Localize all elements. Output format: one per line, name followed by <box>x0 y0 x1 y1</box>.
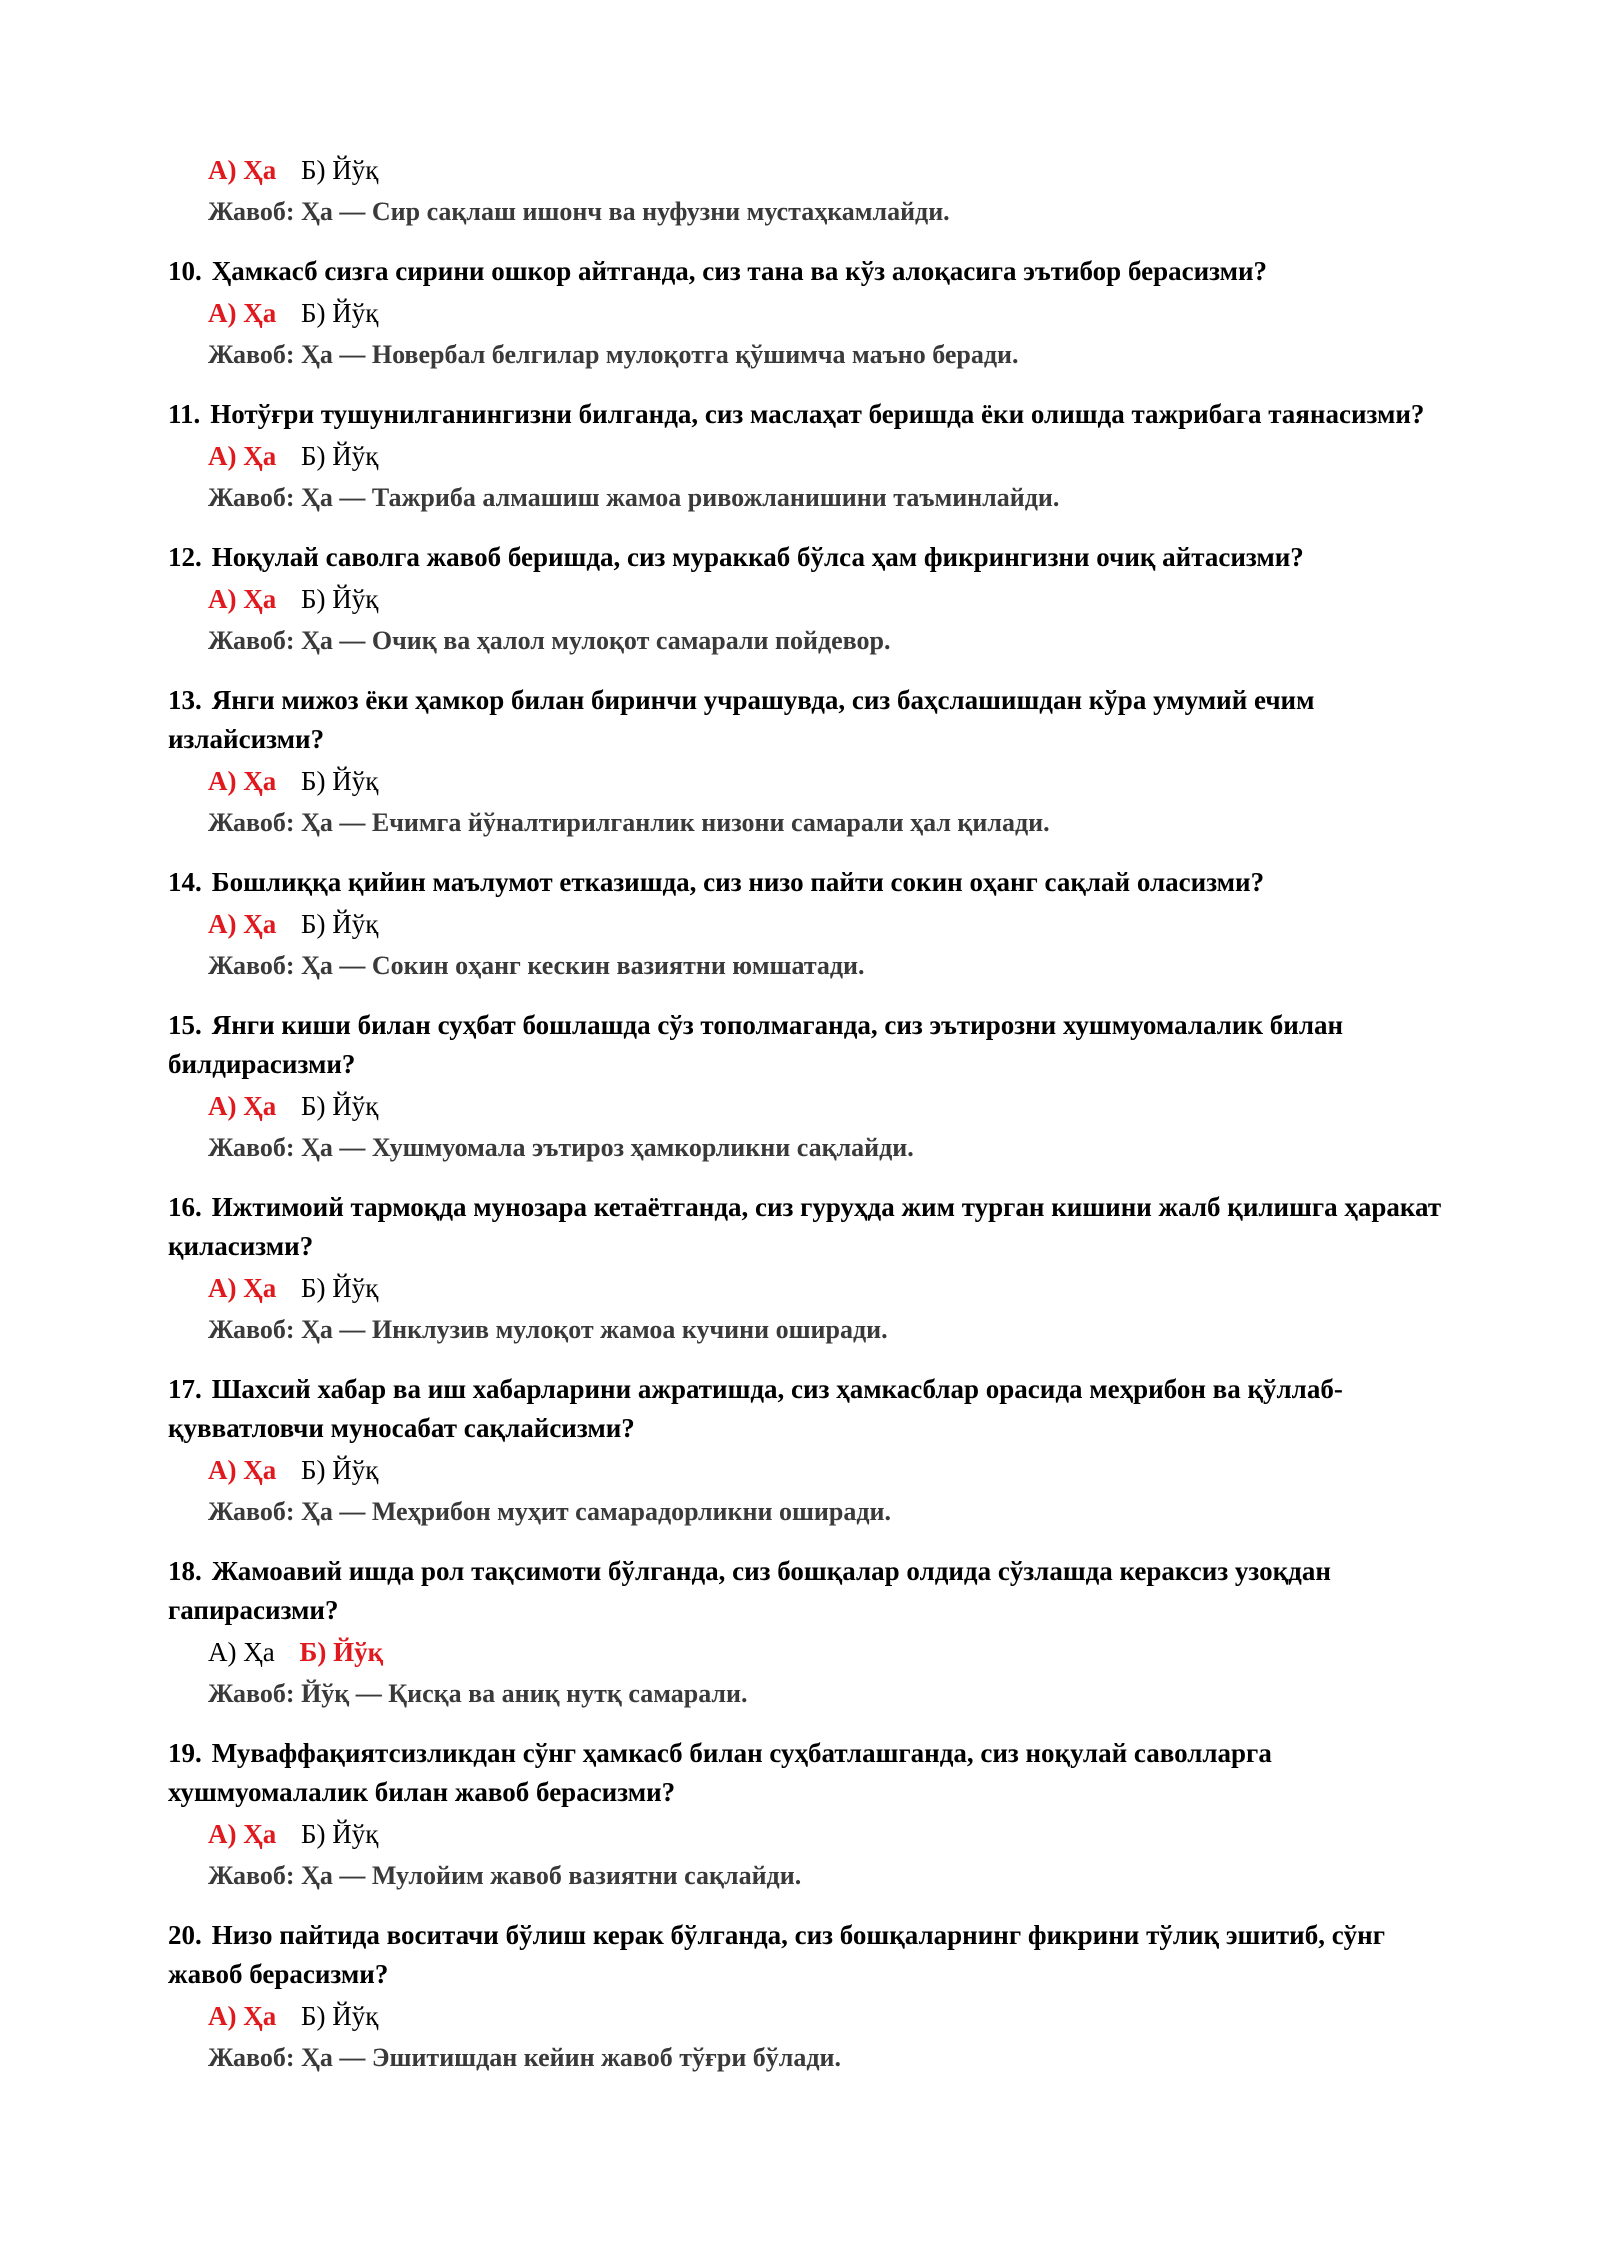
options-row <box>208 436 1450 476</box>
question-number: 16. <box>168 1192 202 1222</box>
option-a: А) Ҳа <box>208 1455 277 1485</box>
option-b: Б) Йўқ <box>301 1091 379 1121</box>
question-number: 19. <box>168 1738 202 1768</box>
answer-text: Жавоб: Ҳа — Мулойим жавоб вазиятни сақлайди. <box>208 1861 802 1890</box>
question-body: Янги мижоз ёки ҳамкор билан биринчи учрашувда, сиз баҳслашишдан кўра умумий ечим излайсизми? <box>168 685 1315 754</box>
question-number: 17. <box>168 1374 202 1404</box>
question-text <box>168 1552 1450 1630</box>
options-row <box>208 1632 1450 1672</box>
options-row <box>208 1086 1450 1126</box>
question-body: Ҳамкасб сизга сирини ошкор айтганда, сиз тана ва кўз алоқасига эътибор берасизми? <box>211 256 1268 286</box>
option-b: Б) Йўқ <box>301 766 379 796</box>
answer-text: Жавоб: Ҳа — Очиқ ва ҳалол мулоқот самарали пойдевор. <box>208 626 891 655</box>
question-body: Жамоавий ишда рол тақсимоти бўлганда, сиз бошқалар олдида сўзлашда кераксиз узоқдан гапирасизми? <box>168 1556 1331 1625</box>
option-a: А) Ҳа <box>208 2001 277 2031</box>
question-block-9 <box>168 150 1450 232</box>
option-a: А) Ҳа <box>208 584 277 614</box>
option-a: А) Ҳа <box>208 298 277 328</box>
answer-text: Жавоб: Ҳа — Тажриба алмашиш жамоа ривожланишини таъминлайди. <box>208 483 1060 512</box>
option-a: А) Ҳа <box>208 909 277 939</box>
question-text <box>168 538 1450 577</box>
question-block-12 <box>168 538 1450 661</box>
question-body: Янги киши билан суҳбат бошлашда сўз тополмаганда, сиз эътирозни хушмуомалалик билан билдирасизми? <box>168 1010 1344 1079</box>
question-number: 20. <box>168 1920 202 1950</box>
options-row <box>208 293 1450 333</box>
options-row <box>208 1450 1450 1490</box>
option-b: Б) Йўқ <box>301 1273 379 1303</box>
answer-text: Жавоб: Ҳа — Сокин оҳанг кескин вазиятни юмшатади. <box>208 951 865 980</box>
question-block-18 <box>168 1552 1450 1714</box>
option-b: Б) Йўқ <box>301 1455 379 1485</box>
question-body: Ижтимоий тармоқда мунозара кетаётганда, сиз гуруҳда жим турган кишини жалб қилишга ҳаракат қиласизми? <box>168 1192 1442 1261</box>
option-b: Б) Йўқ <box>301 441 379 471</box>
options-row <box>208 150 1450 190</box>
options-row <box>208 904 1450 944</box>
answer-text: Жавоб: Ҳа — Сир сақлаш ишонч ва нуфузни мустаҳкамлайди. <box>208 197 950 226</box>
question-body: Низо пайтида воситачи бўлиш керак бўлганда, сиз бошқаларнинг фикрини тўлиқ эшитиб, сўнг жавоб берасизми? <box>168 1920 1385 1989</box>
answer-text: Жавоб: Ҳа — Инклузив мулоқот жамоа кучини оширади. <box>208 1315 888 1344</box>
option-b: Б) Йўқ <box>301 909 379 939</box>
option-a: А) Ҳа <box>208 1091 277 1121</box>
option-b: Б) Йўқ <box>301 584 379 614</box>
question-number: 15. <box>168 1010 202 1040</box>
question-body: Бошлиққа қийин маълумот етказишда, сиз низо пайти сокин оҳанг сақлай оласизми? <box>211 867 1265 897</box>
option-a: А) Ҳа <box>208 1819 277 1849</box>
question-text <box>168 863 1450 902</box>
answer-text: Жавоб: Ҳа — Меҳрибон муҳит самарадорликни оширади. <box>208 1497 891 1526</box>
option-a: А) Ҳа <box>208 441 277 471</box>
option-a: А) Ҳа <box>208 1637 275 1667</box>
question-text <box>168 1734 1450 1812</box>
option-b: Б) Йўқ <box>301 298 379 328</box>
options-row <box>208 579 1450 619</box>
option-a: А) Ҳа <box>208 155 277 185</box>
question-text <box>168 1188 1450 1266</box>
option-b: Б) Йўқ <box>301 155 379 185</box>
question-text <box>168 1370 1450 1448</box>
option-b: Б) Йўқ <box>301 1819 379 1849</box>
question-block-17 <box>168 1370 1450 1532</box>
question-number: 14. <box>168 867 202 897</box>
question-text <box>168 681 1450 759</box>
question-number: 18. <box>168 1556 202 1586</box>
question-block-10 <box>168 252 1450 375</box>
question-body: Ноқулай саволга жавоб беришда, сиз мураккаб бўлса ҳам фикрингизни очиқ айтасизми? <box>211 542 1304 572</box>
answer-text: Жавоб: Ҳа — Ечимга йўналтирилганлик низони самарали ҳал қилади. <box>208 808 1050 837</box>
answer-text: Жавоб: Йўқ — Қисқа ва аниқ нутқ самарали. <box>208 1679 748 1708</box>
options-row <box>208 761 1450 801</box>
options-row <box>208 1268 1450 1308</box>
question-number: 10. <box>168 256 202 286</box>
question-body: Шахсий хабар ва иш хабарларини ажратишда, сиз ҳамкасблар орасида меҳрибон ва қўллаб-қувватловчи муносабат сақлайсизми? <box>168 1374 1343 1443</box>
question-block-16 <box>168 1188 1450 1350</box>
question-block-15 <box>168 1006 1450 1168</box>
options-row <box>208 1814 1450 1854</box>
question-block-20 <box>168 1916 1450 2078</box>
option-a: А) Ҳа <box>208 766 277 796</box>
question-body: Муваффақиятсизликдан сўнг ҳамкасб билан суҳбатлашганда, сиз ноқулай саволларга хушмуомалалик билан жавоб берасизми? <box>168 1738 1272 1807</box>
question-text <box>168 1916 1450 1994</box>
answer-text: Жавоб: Ҳа — Эшитишдан кейин жавоб тўғри бўлади. <box>208 2043 842 2072</box>
question-body: Нотўғри тушунилганингизни билганда, сиз маслаҳат беришда ёки олишда тажрибага таянасизми? <box>210 399 1425 429</box>
question-block-11 <box>168 395 1450 518</box>
question-block-14 <box>168 863 1450 986</box>
answer-text: Жавоб: Ҳа — Новербал белгилар мулоқотга қўшимча маъно беради. <box>208 340 1019 369</box>
question-number: 12. <box>168 542 202 572</box>
option-a: А) Ҳа <box>208 1273 277 1303</box>
question-text <box>168 252 1450 291</box>
question-text <box>168 395 1450 434</box>
answer-text: Жавоб: Ҳа — Хушмуомала эътироз ҳамкорликни сақлайди. <box>208 1133 914 1162</box>
question-text <box>168 1006 1450 1084</box>
question-block-19 <box>168 1734 1450 1896</box>
question-block-13 <box>168 681 1450 843</box>
option-b: Б) Йўқ <box>299 1637 384 1667</box>
option-b: Б) Йўқ <box>301 2001 379 2031</box>
options-row <box>208 1996 1450 2036</box>
question-number: 11. <box>168 399 201 429</box>
question-number: 13. <box>168 685 202 715</box>
